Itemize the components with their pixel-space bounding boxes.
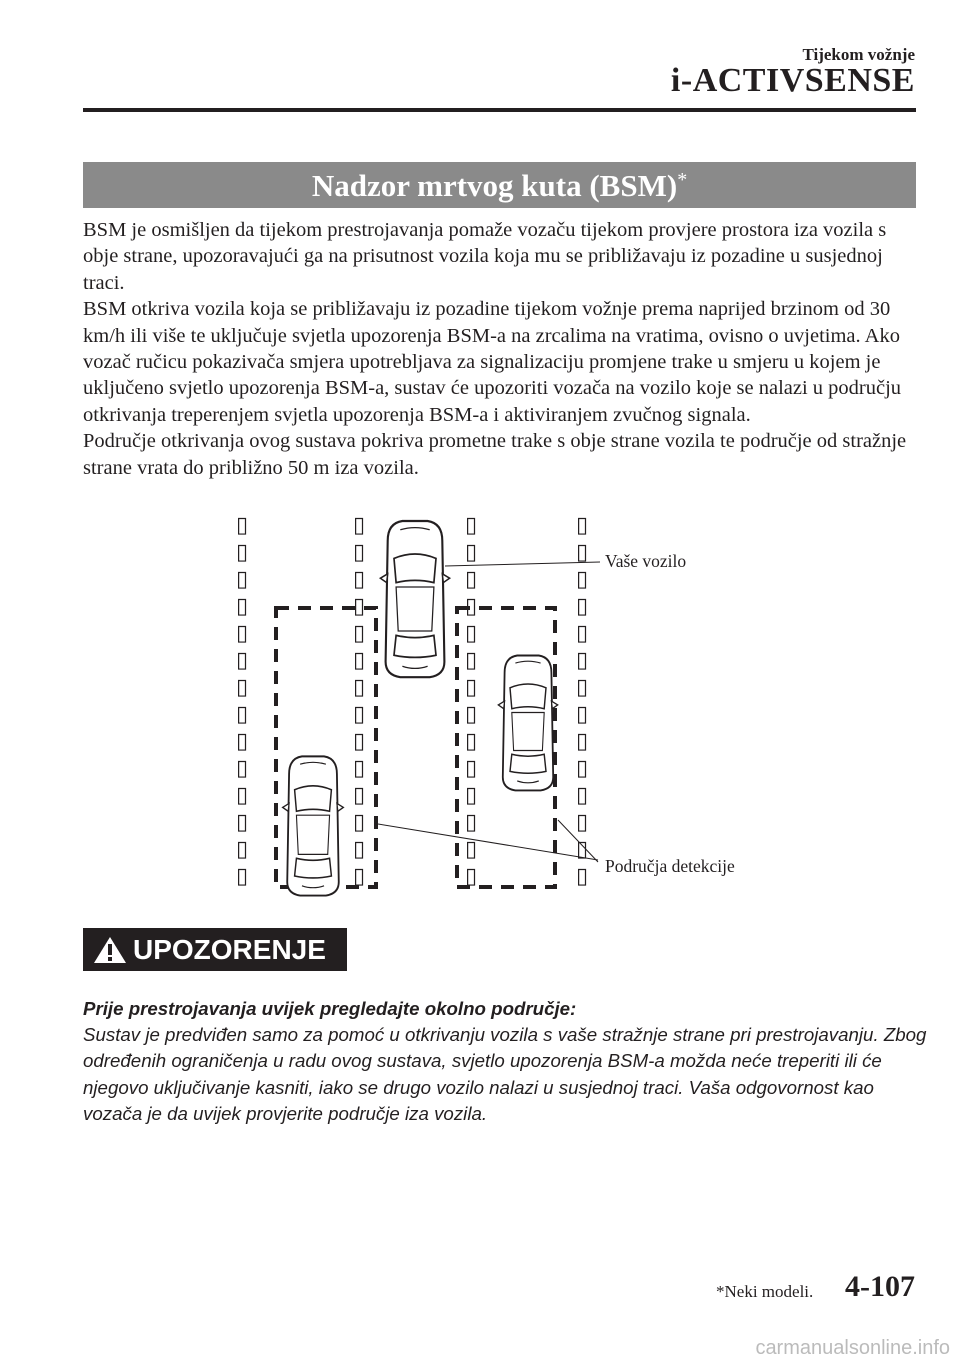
callout-line-zone-left [378,824,598,860]
lane-marker: ▯ [576,702,589,727]
section-title-mark: * [677,168,688,191]
lane-marker: ▯ [465,648,478,673]
lane-marker: ▯ [236,567,249,592]
lane-marker: ▯ [576,513,589,538]
bsm-diagram [0,510,960,910]
lane-marker: ▯ [576,648,589,673]
lane-marker: ▯ [465,594,478,619]
lane-marker: ▯ [576,756,589,781]
lane-marker: ▯ [353,567,366,592]
body-text [83,217,923,481]
lane-marker: ▯ [236,783,249,808]
lane-marker: ▯ [465,810,478,835]
lane-marker: ▯ [353,621,366,646]
lane-marker: ▯ [465,756,478,781]
warning-triangle-icon [93,936,127,964]
lane-marker: ▯ [576,810,589,835]
lane-marker: ▯ [353,648,366,673]
lane-marker: ▯ [465,702,478,727]
lane-marker: ▯ [236,810,249,835]
lane-marker: ▯ [576,783,589,808]
lane-marker: ▯ [353,783,366,808]
warning-label-box [83,928,347,971]
rear-vehicle-right-icon [498,656,557,791]
header-rule [83,108,916,112]
lane-marker: ▯ [236,540,249,565]
lane-marker: ▯ [236,756,249,781]
page-number: 4-107 [845,1270,915,1303]
lane-marker: ▯ [576,837,589,862]
lane-marker: ▯ [353,513,366,538]
lane-marker: ▯ [576,729,589,754]
lane-marker: ▯ [465,567,478,592]
section-title-bar [83,162,916,208]
lane-marker: ▯ [576,864,589,889]
lane-marker: ▯ [353,540,366,565]
lane-marker: ▯ [465,621,478,646]
lane-marker: ▯ [576,594,589,619]
warning-text [83,996,933,1127]
lane-marker: ▯ [353,810,366,835]
lane-marker: ▯ [353,702,366,727]
label-detection-zones: Područja detekcije [605,856,735,876]
section-title: Nadzor mrtvog kuta (BSM) [311,168,678,203]
warning-lead: Prije prestrojavanja uvijek pregledajte okolno područje: [83,998,577,1019]
lane-marker: ▯ [236,648,249,673]
lane-marker: ▯ [465,837,478,862]
lane-marker: ▯ [576,540,589,565]
watermark: carmanualsonline.info [755,1337,950,1359]
lane-marker: ▯ [236,621,249,646]
lane-marker: ▯ [465,729,478,754]
body-paragraph: BSM je osmišljen da tijekom prestrojavanja pomaže vozaču tijekom provjere prostora iza vozila s obje strane, upozoravajući ga na prisutnost vozila koja mu se približavaju iz pozadine u susjednoj traci. [83,219,887,294]
lane-marker: ▯ [465,540,478,565]
lane-marker: ▯ [576,621,589,646]
lane-marker: ▯ [353,864,366,889]
lane-marker: ▯ [465,864,478,889]
lane-marker: ▯ [576,675,589,700]
lane-marker: ▯ [465,675,478,700]
rear-vehicle-left-icon [283,756,344,895]
lane-marker: ▯ [465,783,478,808]
lane-marker: ▯ [236,729,249,754]
lane-marker: ▯ [353,675,366,700]
lane-markers-1 [236,513,248,889]
header-chapter-title: i-ACTIVSENSE [670,62,915,99]
label-your-vehicle: Vaše vozilo [605,551,687,571]
lane-marker: ▯ [236,837,249,862]
footnote: *Neki modeli. [716,1282,814,1301]
lane-marker: ▯ [353,594,366,619]
warning-label: UPOZORENJE [133,934,326,965]
lane-marker: ▯ [465,513,478,538]
lane-marker: ▯ [353,756,366,781]
warning-body: Sustav je predviđen samo za pomoć u otkrivanju vozila s vaše stražnje strane pri prestrojavanju. Zbog određenih ograničenja u radu ovog sustava, svjetlo upozorenja BSM-a možda neće treperiti ili će njegovo uključivanje kasniti, iako se drugo vozilo nalazi u susjednoj traci. Vaša odgovornost kao vozača je da uvijek provjerite područje iza vozila. [83,1024,927,1124]
body-paragraph: BSM otkriva vozila koja se približavaju iz pozadine tijekom vožnje prema naprijed brzinom od 30 km/h ili više te uključuje svjetla upozorenja BSM-a na zrcalima na vratima, ovisno o uvjetima. Ako vozač ručicu pokazivača smjera upotrebljava za signalizaciju promjene trake u smjeru u kojem je uključeno svjetlo upozorenja BSM-a, sustav će upozoriti vozača na vozilo koje se nalazi u području otkrivanja treperenjem svjetla upozorenja BSM-a i aktiviranjem zvučnog signala. [83,298,902,426]
lane-marker: ▯ [576,567,589,592]
lane-marker: ▯ [236,702,249,727]
lane-marker: ▯ [353,729,366,754]
lane-marker: ▯ [236,864,249,889]
lane-markers-3 [465,513,477,889]
lane-markers-2 [353,513,365,889]
lane-markers-4 [576,513,588,889]
body-paragraph: Područje otkrivanja ovog sustava pokriva prometne trake s obje strane vozila te područje od stražnje strane vrata do približno 50 m iza vozila. [83,430,907,479]
lane-marker: ▯ [353,837,366,862]
header-section-title: Tijekom vožnje [802,45,915,64]
lane-marker: ▯ [236,594,249,619]
lane-marker: ▯ [236,513,249,538]
own-vehicle-icon [380,521,449,677]
lane-marker: ▯ [236,675,249,700]
